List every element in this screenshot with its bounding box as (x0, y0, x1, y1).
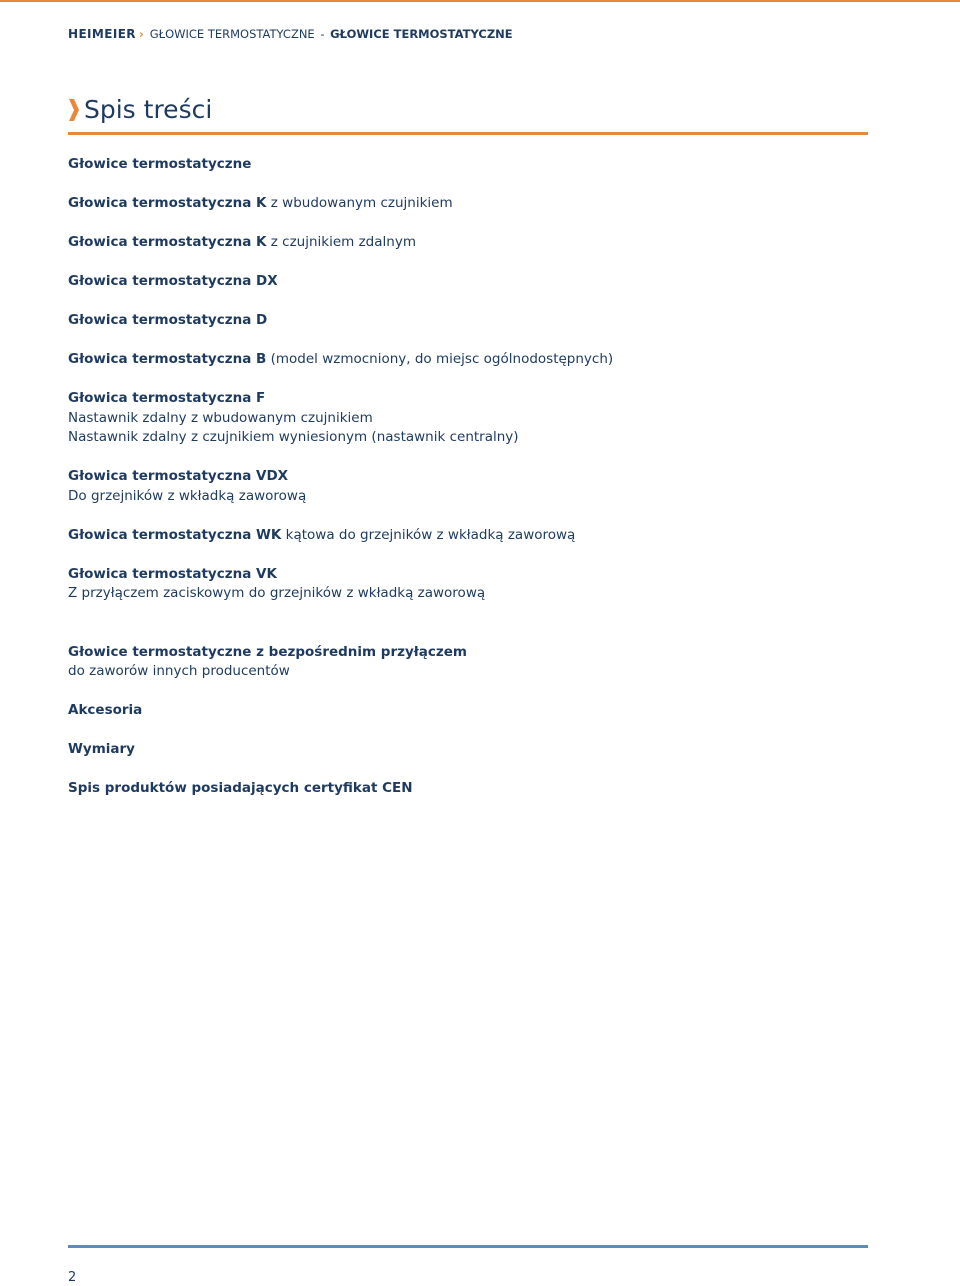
toc-entry-title: Głowica termostatyczna B (68, 351, 267, 367)
toc-entry[interactable] (68, 389, 868, 448)
toc-entry-line (68, 526, 868, 546)
toc-entry-title: Głowica termostatyczna D (68, 312, 268, 328)
title-chevron-icon (68, 98, 80, 122)
toc-entry-line (68, 565, 868, 585)
toc-entry-line (68, 428, 868, 448)
header-subsection: GŁOWICE TERMOSTATYCZNE (330, 27, 513, 41)
toc-entry[interactable] (68, 311, 868, 331)
toc-entry-line (68, 584, 868, 604)
toc-entry-line (68, 389, 868, 409)
toc-entry-line (68, 487, 868, 507)
toc-entry-title: Głowica termostatyczna DX (68, 273, 278, 289)
toc-entry[interactable] (68, 272, 868, 292)
title-underline-rule (68, 132, 868, 135)
running-header (68, 27, 513, 41)
toc-entry-description: (model wzmocniony, do miejsc ogólnodostępnych) (266, 351, 614, 367)
toc-entry[interactable] (68, 194, 868, 214)
toc-entry-description: Nastawnik zdalny z wbudowanym czujnikiem (68, 409, 373, 426)
toc-entry[interactable] (68, 701, 868, 721)
toc-entry-description: kątowa do grzejników z wkładką zaworową (281, 526, 576, 543)
page-number: 2 (68, 1270, 77, 1285)
toc-entry-description: Do grzejników z wkładką zaworową (68, 487, 307, 504)
toc-entry-description: Z przyłączem zaciskowym do grzejników z wkładką zaworową (68, 585, 486, 601)
toc-entry-title: Wymiary (68, 741, 135, 757)
toc-entry-line (68, 740, 868, 760)
toc-entry-title: Spis produktów posiadających certyfikat CEN (68, 780, 413, 796)
toc-entry[interactable] (68, 350, 868, 370)
toc-entry[interactable] (68, 526, 868, 546)
toc-entry-line (68, 662, 868, 682)
toc-entry-description: Nastawnik zdalny z czujnikiem wyniesionym (nastawnik centralny) (68, 429, 519, 445)
page-title-text: Spis treści (84, 95, 213, 124)
footer-rule (68, 1245, 868, 1248)
toc-entry[interactable] (68, 467, 868, 506)
header-section: GŁOWICE TERMOSTATYCZNE (149, 27, 315, 41)
page-title (68, 92, 212, 128)
toc-entry-description: do zaworów innych producentów (68, 663, 290, 679)
top-accent-rule (0, 0, 960, 2)
table-of-contents (68, 155, 868, 818)
toc-entry-title: Głowice termostatyczne (68, 156, 252, 172)
toc-entry-line (68, 643, 868, 663)
toc-entry-line (68, 350, 868, 370)
toc-entry-line (68, 194, 868, 214)
toc-entry-title: Głowica termostatyczna F (68, 390, 266, 406)
brand-logo-text: HEIMEIER (68, 27, 136, 41)
toc-entry-description: z czujnikiem zdalnym (266, 234, 416, 250)
toc-entry-title: Głowica termostatyczna K (68, 195, 267, 211)
header-separator: - (320, 27, 325, 41)
toc-entry-title: Głowica termostatyczna VDX (68, 468, 289, 484)
brand-chevron-icon: › (138, 27, 144, 41)
toc-entry[interactable] (68, 779, 868, 799)
toc-entry-line (68, 779, 868, 799)
toc-entry-description: z wbudowanym czujnikiem (266, 195, 453, 211)
toc-entry-title: Głowica termostatyczna K (68, 234, 267, 250)
toc-entry-line (68, 311, 868, 331)
toc-entry-line (68, 409, 868, 429)
toc-entry-title: Głowice termostatyczne z bezpośrednim przyłączem (68, 643, 467, 660)
toc-entry-line (68, 233, 868, 253)
toc-entry-title: Głowica termostatyczna WK (68, 526, 282, 543)
toc-entry[interactable] (68, 233, 868, 253)
toc-entry[interactable] (68, 643, 868, 682)
toc-entry-line (68, 701, 868, 721)
toc-entry[interactable] (68, 565, 868, 604)
toc-entry-line (68, 155, 868, 175)
toc-entry-line (68, 272, 868, 292)
toc-entry-title: Głowica termostatyczna VK (68, 565, 277, 582)
toc-entry-line (68, 467, 868, 487)
toc-entry[interactable] (68, 155, 868, 175)
toc-entry[interactable] (68, 740, 868, 760)
toc-entry-title: Akcesoria (68, 702, 143, 718)
